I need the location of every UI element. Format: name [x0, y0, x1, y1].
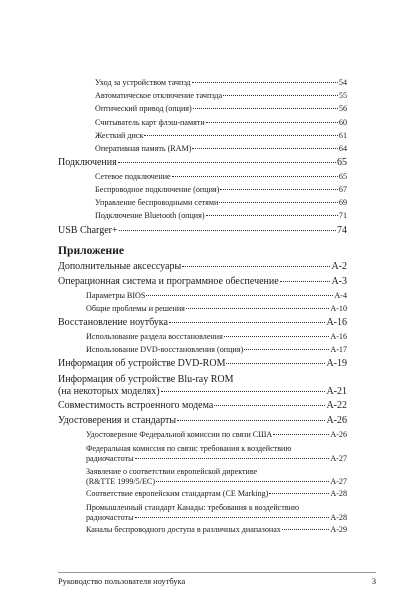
leader-dots [220, 189, 338, 190]
toc-entry-title: Заявление о соответствии европейской директиве [86, 466, 258, 476]
toc-entry[interactable] [58, 466, 347, 489]
toc-entry[interactable] [58, 317, 347, 332]
toc-entry-page: 74 [337, 224, 347, 236]
leader-dots [244, 349, 329, 350]
toc-entry[interactable] [58, 345, 347, 358]
toc-entry-title: Управление беспроводными сетями [95, 198, 219, 208]
toc-entry-title: Дополнительные аксессуары [58, 261, 182, 273]
toc-entry-title: Операционная система и программное обеспечение [58, 276, 279, 288]
toc-entry[interactable] [58, 502, 347, 525]
toc-entry-title-cont: (R&TTE 1999/5/EC) [86, 476, 156, 486]
toc-entry-page: A-3 [331, 276, 347, 288]
toc-entry-page: A-16 [326, 317, 347, 329]
leader-dots [280, 281, 331, 282]
toc-entry-title: Использование DVD-восстановления (опция) [86, 345, 244, 355]
toc-entry-title: Удостоверение Федеральной комиссии по связи США [86, 429, 273, 439]
toc-entry-title: Подключение Bluetooth (опция) [95, 211, 205, 221]
toc-entry[interactable] [58, 400, 347, 415]
leader-dots [219, 202, 338, 203]
leader-dots [119, 230, 336, 231]
leader-dots [135, 458, 330, 459]
leader-dots [192, 82, 338, 83]
leader-dots [144, 135, 338, 136]
leader-dots [206, 122, 338, 123]
toc-entry[interactable] [67, 172, 347, 185]
leader-dots [146, 295, 333, 296]
leader-dots [172, 176, 338, 177]
toc-entry-page: 55 [338, 91, 347, 101]
toc-entry-page: A-10 [330, 304, 347, 314]
toc-entry-title: Информация об устройстве DVD-ROM [58, 358, 226, 370]
leader-dots [135, 517, 330, 518]
leader-dots [273, 434, 329, 435]
leader-dots [161, 391, 326, 392]
toc-entry-title: Промышленный стандарт Канады: требования к воздействию [86, 502, 300, 512]
toc-entry-title: Считыватель карт флэш-памяти [95, 117, 205, 127]
toc-entry-title: Каналы беспроводного доступа в различных диапазонах [86, 524, 281, 534]
toc-entry-page: 61 [338, 130, 347, 140]
toc-entry-page: A-26 [330, 429, 347, 439]
toc-entry-title: Использование раздела восстановления [86, 332, 223, 342]
toc-entry-title: Автоматическое отключение тачпэда [95, 91, 223, 101]
toc-entry-title: Общие проблемы и решения [86, 304, 185, 314]
toc-entry-page: A-28 [330, 512, 347, 522]
toc-entry-page: A-22 [326, 400, 347, 412]
toc-entry-title: Оперативная память (RAM) [95, 143, 192, 153]
leader-dots [214, 405, 325, 406]
toc-entry-page: A-26 [326, 414, 347, 426]
toc-entry[interactable] [67, 144, 347, 157]
page-number: 3 [371, 577, 376, 586]
leader-dots [177, 420, 325, 421]
toc-entry-title: Соответствие европейским стандартам (CE Marking) [86, 488, 269, 498]
toc-entry[interactable] [67, 185, 347, 198]
toc-entry-title: Информация об устройстве Blu-ray ROM [58, 374, 234, 386]
toc-entry-page: A-17 [330, 345, 347, 355]
leader-dots [118, 162, 336, 163]
toc-entry-page: 65 [337, 157, 347, 169]
toc-entry-page: A-21 [326, 386, 347, 398]
toc-entry-page: A-27 [330, 453, 347, 463]
leader-dots [282, 529, 330, 530]
toc-entry[interactable] [58, 358, 347, 373]
toc-entry[interactable] [58, 276, 347, 291]
toc-entry-title: Оптический привод (опция) [95, 104, 192, 114]
toc-section-usb[interactable] [58, 225, 347, 240]
leader-dots [169, 322, 326, 323]
toc-entry[interactable] [58, 415, 347, 430]
toc-entry-title: Подключения [58, 157, 117, 169]
leader-dots [223, 95, 338, 96]
toc-entry-page: A-4 [334, 291, 347, 301]
table-of-contents [58, 78, 347, 538]
leader-dots [192, 148, 337, 149]
toc-entry[interactable] [58, 443, 347, 466]
toc-entry[interactable] [67, 78, 347, 91]
toc-entry-page: 56 [338, 104, 347, 114]
toc-entry-title: Удостоверения и стандарты [58, 414, 177, 426]
toc-entry[interactable] [67, 211, 347, 224]
toc-entry[interactable] [58, 489, 347, 502]
toc-entry[interactable] [58, 304, 347, 317]
toc-entry-page: A-28 [330, 488, 347, 498]
toc-entry-title: Сетевое подключение [95, 171, 171, 181]
toc-entry-page: 60 [338, 117, 347, 127]
toc-entry-page: A-27 [330, 476, 347, 486]
appendix-heading: Приложение [58, 244, 125, 258]
toc-entry-page: 67 [338, 185, 347, 195]
leader-dots [182, 266, 330, 267]
toc-entry-title: Беспроводное подключение (опция) [95, 185, 220, 195]
toc-entry[interactable] [58, 525, 347, 538]
toc-entry-page: 65 [338, 171, 347, 181]
leader-dots [206, 215, 338, 216]
toc-entry[interactable] [58, 332, 347, 345]
toc-entry-title: Уход за устройством тачпэд [95, 78, 191, 87]
toc-entry-page: A-29 [330, 524, 347, 534]
toc-entry[interactable] [58, 373, 347, 400]
toc-entry-title: Жесткий диск [95, 130, 144, 140]
footer-title: Руководство пользователя ноутбука [58, 577, 186, 586]
leader-dots [269, 493, 329, 494]
toc-entry-title: Совместимость встроенного модема [58, 400, 214, 412]
toc-entry-page: 64 [338, 143, 347, 153]
toc-entry[interactable] [67, 198, 347, 211]
toc-entry[interactable] [58, 430, 347, 443]
toc-entry-page: 71 [338, 211, 347, 221]
toc-entry[interactable] [67, 91, 347, 104]
toc-entry-title: Федеральная комиссия по связи: требования к воздействию [86, 443, 292, 453]
toc-entry-page: A-2 [331, 261, 347, 273]
toc-entry-title-cont: радиочастоты [86, 453, 134, 463]
leader-dots [226, 363, 325, 364]
toc-entry-page: 69 [338, 198, 347, 208]
leader-dots [186, 308, 329, 309]
toc-entry-page: 54 [338, 78, 347, 87]
toc-entry-page: A-16 [330, 332, 347, 342]
page-footer [58, 572, 376, 586]
toc-entry[interactable] [58, 291, 347, 304]
toc-entry[interactable] [67, 131, 347, 144]
toc-entry[interactable] [67, 104, 347, 117]
toc-entry-title: Восстановление ноутбука [58, 317, 168, 329]
toc-entry-title-cont: радиочастоты [86, 512, 134, 522]
toc-section-connections[interactable] [58, 157, 347, 172]
toc-entry-title: USB Charger+ [58, 224, 118, 236]
leader-dots [193, 108, 338, 109]
leader-dots [156, 481, 329, 482]
leader-dots [224, 336, 330, 337]
appendix-list [58, 261, 347, 537]
toc-entry-title: Параметры BIOS [86, 291, 146, 301]
toc-entry-page: A-19 [326, 358, 347, 370]
toc-entry[interactable] [67, 118, 347, 131]
toc-entry[interactable] [58, 261, 347, 276]
toc-entry-title-cont: (на некоторых моделях) [58, 386, 160, 398]
